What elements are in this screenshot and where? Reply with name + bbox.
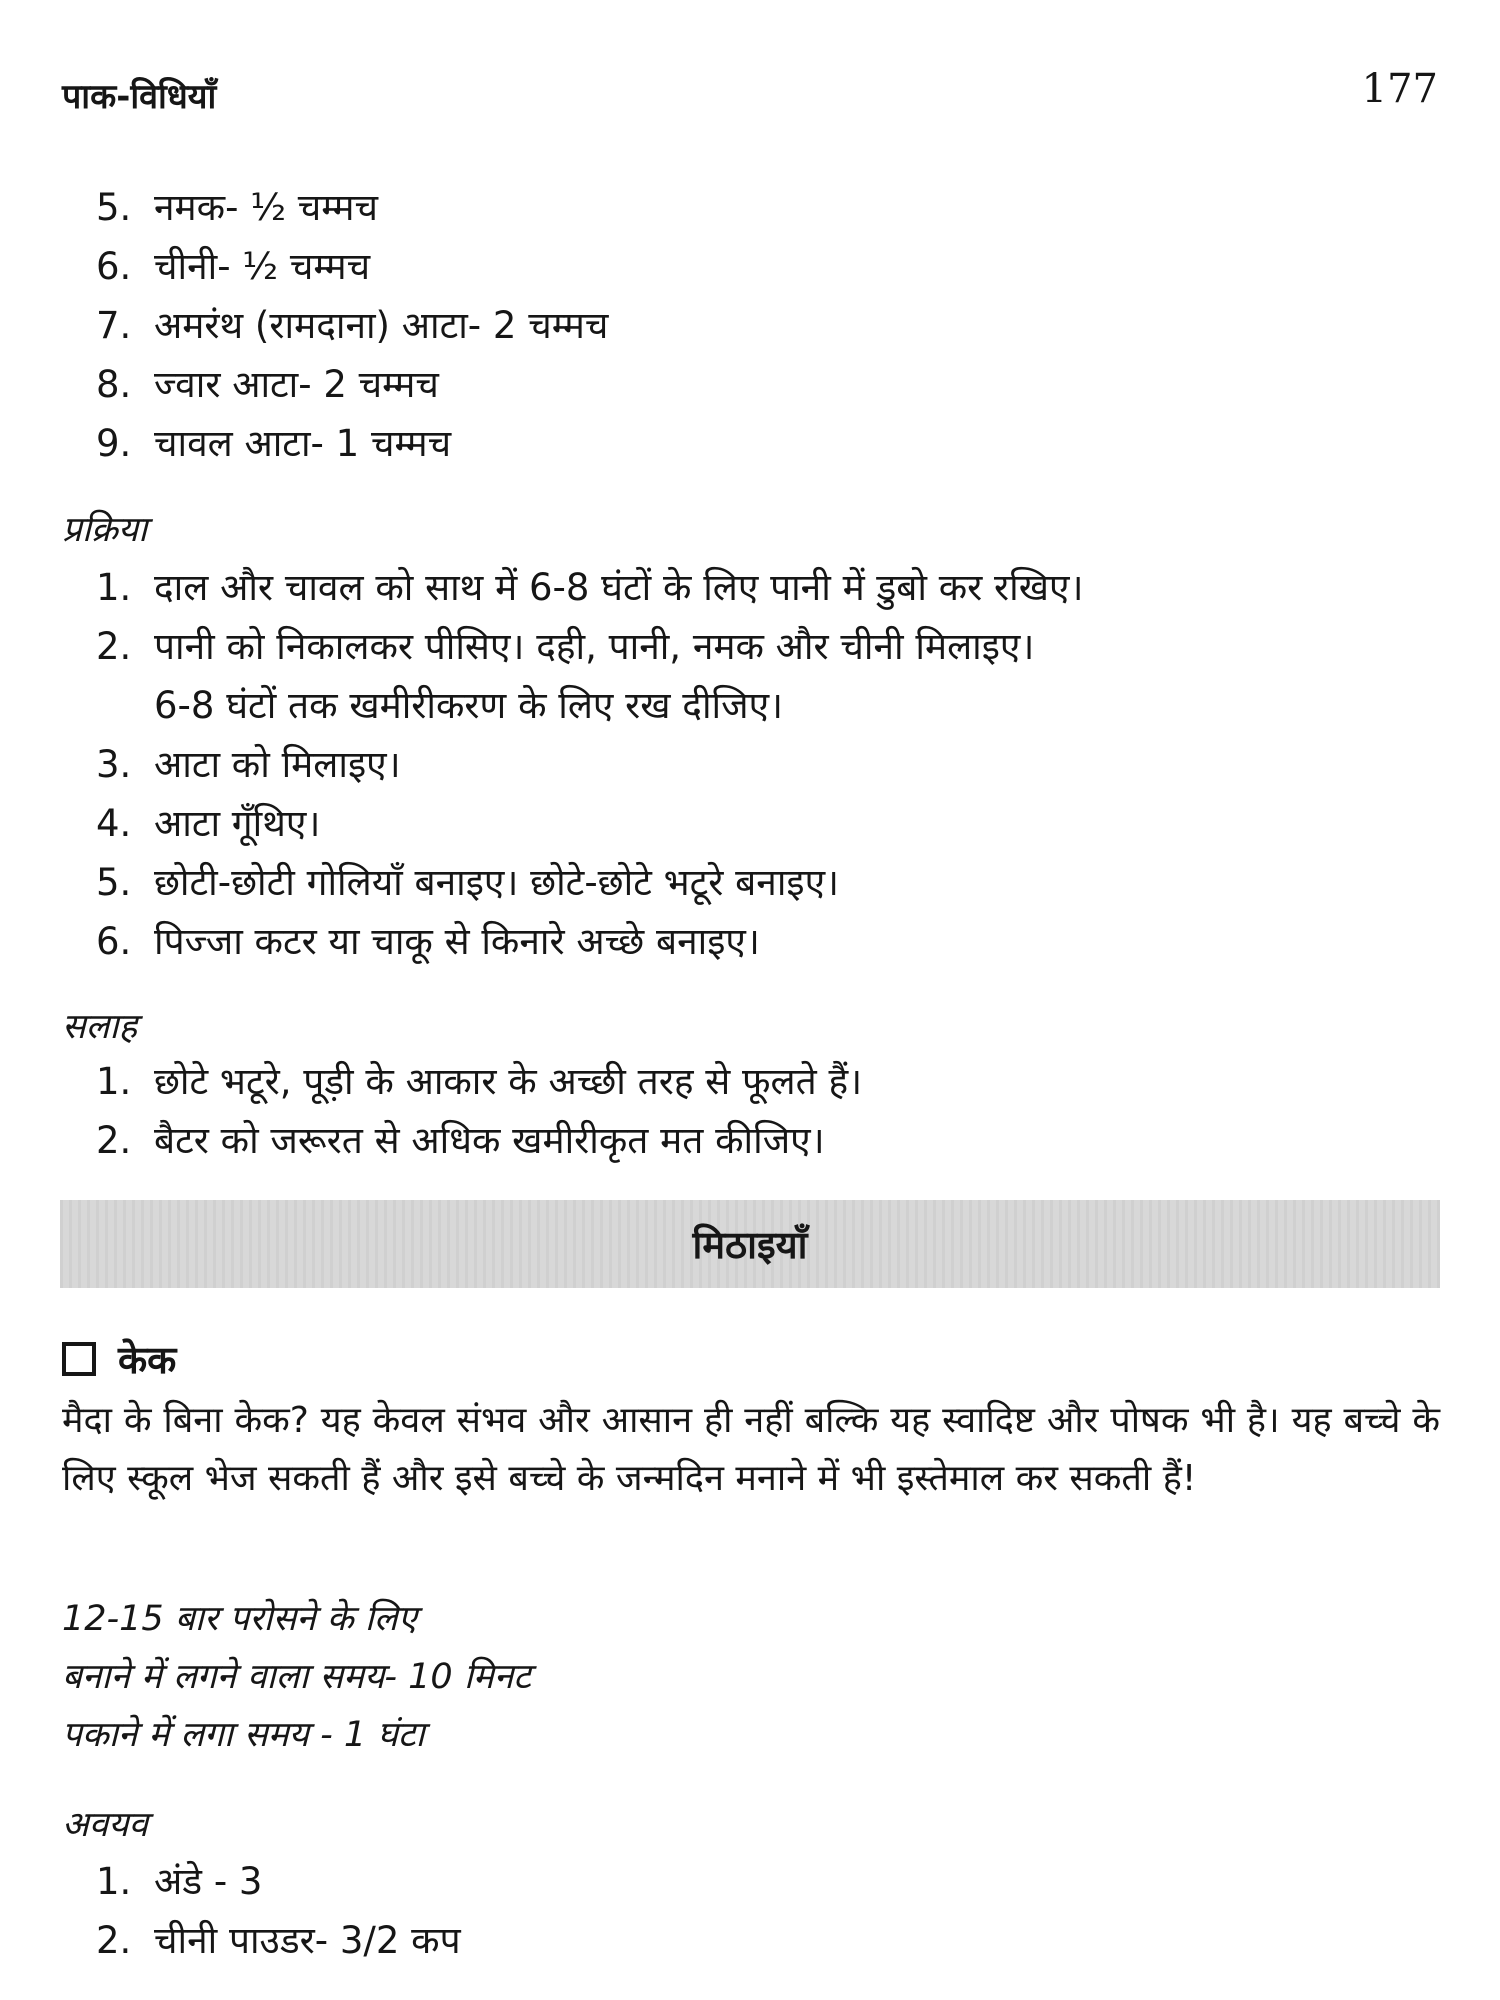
servings: 12-15 बार परोसने के लिए bbox=[62, 1599, 417, 1639]
prep-time: बनाने में लगने वाला समय- 10 मिनट bbox=[62, 1657, 531, 1697]
list-item: 2. बैटर को जरूरत से अधिक खमीरीकृत मत कीजिए। bbox=[96, 1119, 825, 1162]
list-item: 9. चावल आटा- 1 चम्मच bbox=[96, 422, 452, 465]
ingredients-list-continued bbox=[96, 178, 608, 473]
recipe-title bbox=[62, 1333, 176, 1385]
list-item: 4. आटा गूँथिए। bbox=[96, 802, 321, 845]
ingredients-heading: अवयव bbox=[62, 1805, 148, 1845]
list-item: 5. छोटी-छोटी गोलियाँ बनाइए। छोटे-छोटे भटूरे बनाइए। bbox=[96, 861, 840, 904]
list-item: 2. पानी को निकालकर पीसिए। दही, पानी, नमक और चीनी मिलाइए। bbox=[96, 625, 1035, 668]
list-item: 1. दाल और चावल को साथ में 6-8 घंटों के लिए पानी में डुबो कर रखिए। bbox=[96, 566, 1084, 609]
page-number: 177 bbox=[1361, 66, 1438, 112]
checkbox-square-icon bbox=[62, 1342, 96, 1376]
list-item: 6. पिज्जा कटर या चाकू से किनारे अच्छे बनाइए। bbox=[96, 920, 760, 963]
section-banner bbox=[60, 1200, 1440, 1288]
recipe-title-text: केक bbox=[118, 1338, 177, 1382]
list-item: 8. ज्वार आटा- 2 चम्मच bbox=[96, 363, 439, 406]
list-item: 5. नमक- ½ चम्मच bbox=[96, 186, 378, 229]
cake-ingredients-list bbox=[96, 1852, 461, 1970]
list-item: 1. छोटे भटूरे, पूड़ी के आकार के अच्छी तरह से फूलते हैं। bbox=[96, 1060, 863, 1103]
list-item-continuation: 6-8 घंटों तक खमीरीकरण के लिए रख दीजिए। bbox=[154, 684, 784, 727]
advice-list bbox=[96, 1052, 862, 1170]
list-item: 2. चीनी पाउडर- 3/2 कप bbox=[96, 1919, 461, 1962]
list-item: 1. अंडे - 3 bbox=[96, 1860, 263, 1903]
process-heading: प्रक्रिया bbox=[62, 510, 148, 550]
cook-time: पकाने में लगा समय - 1 घंटा bbox=[62, 1715, 425, 1755]
list-item: 7. अमरंथ (रामदाना) आटा- 2 चम्मच bbox=[96, 304, 609, 347]
list-item: 3. आटा को मिलाइए। bbox=[96, 743, 401, 786]
banner-title: मिठाइयाँ bbox=[692, 1223, 808, 1267]
recipe-description: मैदा के बिना केक? यह केवल संभव और आसान ही नहीं बल्कि यह स्वादिष्ट और पोषक भी है। यह बच्चे के लिए स्कूल भेज सकती हैं और इसे बच्चे के जन्मदिन मनाने में भी इस्तेमाल कर सकती हैं! bbox=[62, 1400, 1440, 1499]
running-head: पाक-विधियाँ bbox=[62, 77, 217, 117]
list-item: 6. चीनी- ½ चम्मच bbox=[96, 245, 371, 288]
advice-heading: सलाह bbox=[62, 1007, 138, 1047]
process-steps bbox=[96, 558, 1084, 971]
